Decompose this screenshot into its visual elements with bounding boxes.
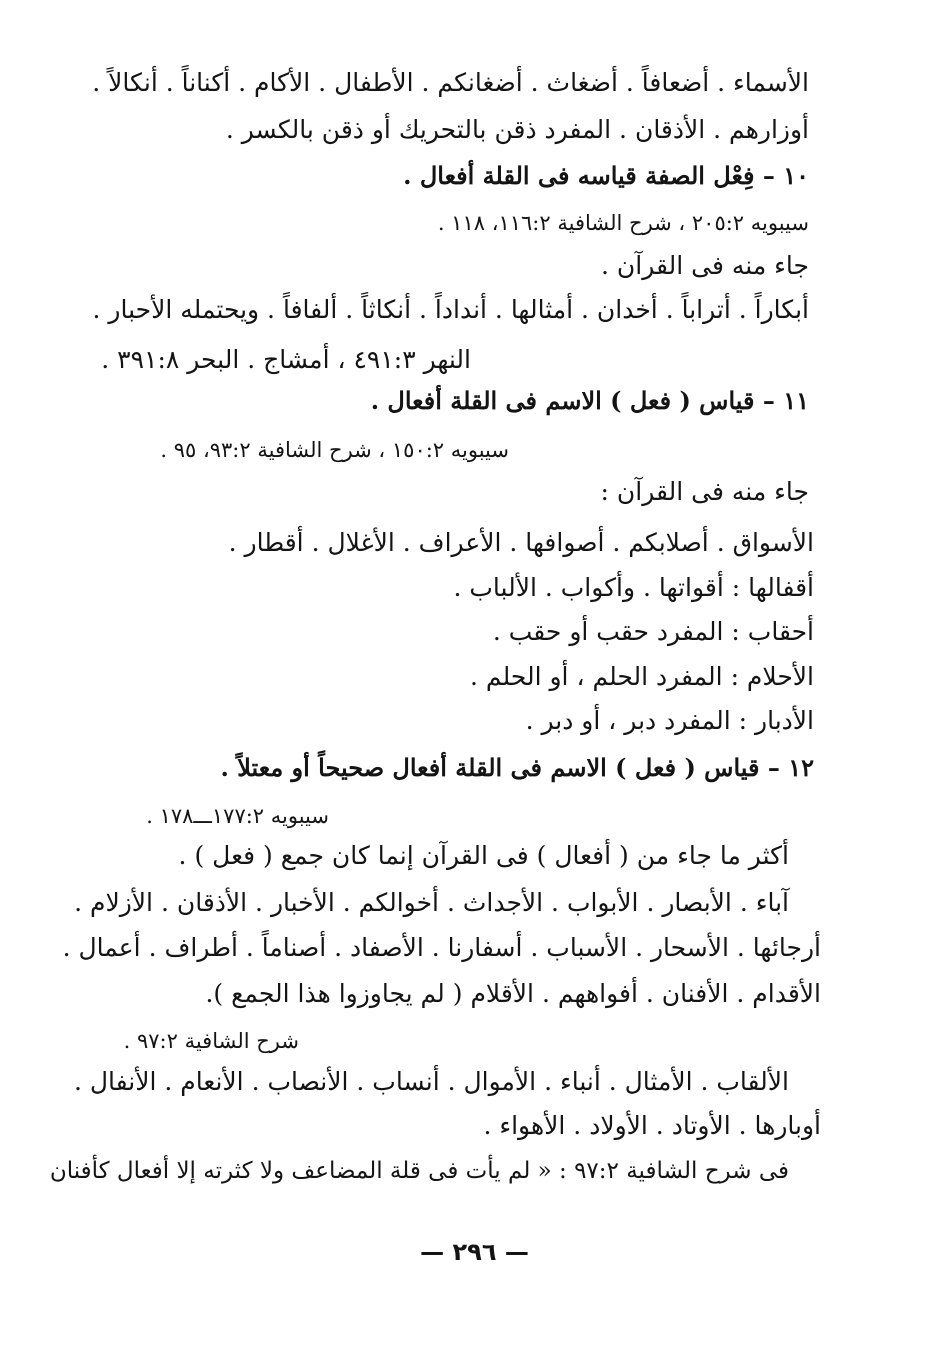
- text-line-14: الأحلام : المفرد الحلم ، أو الحلم .: [470, 662, 814, 691]
- text-line-7: النهر ٤٩١:٣ ، أمشاج . البحر ٣٩١:٨ .: [101, 345, 471, 374]
- text-line-18: أكثر ما جاء من ( أفعال ) فى القرآن إنما كان جمع ( فعل ) .: [178, 841, 789, 870]
- reference-line-4: شرح الشافية ٩٧:٢ .: [123, 1029, 299, 1053]
- page-number: — ٢٩٦ —: [420, 1238, 529, 1266]
- text-line-13: أحقاب : المفرد حقب أو حقب .: [492, 617, 814, 646]
- section-12-heading: ١٢ – قياس ( فعل ) الاسم فى القلة أفعال صحيحاً أو معتلاً .: [220, 753, 814, 782]
- text-line-25: فى شرح الشافية ٩٧:٢ : « لم يأت فى قلة المضاعف ولا كثرته إلا أفعال كأفنان: [49, 1158, 789, 1184]
- text-line-2: أوزارهم . الأذقان . المفرد ذقن بالتحريك أو ذقن بالكسر .: [225, 115, 809, 144]
- reference-line-3: سيبويه ١٧٧:٢ـــ١٧٨ .: [146, 804, 329, 828]
- reference-line-1: سيبويه ٢٠٥:٢ ، شرح الشافية ١١٦:٢، ١١٨ .: [437, 211, 809, 235]
- text-line-21: الأقدام . الأفنان . أفواههم . الأقلام ( لم يجاوزوا هذا الجمع ).: [205, 979, 821, 1008]
- text-line-10: جاء منه فى القرآن :: [600, 477, 809, 506]
- section-10-heading: ١٠ – فِعْل الصفة قياسه فى القلة أفعال .: [403, 161, 809, 190]
- section-11-heading: ١١ – قياس ( فعل ) الاسم فى القلة أفعال .: [370, 386, 809, 415]
- text-line-20: أرجائها . الأسحار . الأسباب . أسفارنا . الأصفاد . أصناماً . أطراف . أعمال .: [62, 933, 821, 962]
- text-line-12: أقفالها : أقواتها . وأكواب . الألباب .: [453, 573, 814, 602]
- text-line-15: الأدبار : المفرد دبر ، أو دبر .: [525, 706, 814, 735]
- text-line-11: الأسواق . أصلابكم . أصوافها . الأعراف . الأغلال . أقطار .: [228, 528, 814, 557]
- text-line-19: آباء . الأبصار . الأبواب . الأجداث . أخوالكم . الأخبار . الأذقان . الأزلام .: [74, 888, 789, 917]
- text-line-23: الألقاب . الأمثال . أنباء . الأموال . أنساب . الأنصاب . الأنعام . الأنفال .: [73, 1067, 789, 1096]
- text-line-6: أبكاراً . أتراباً . أخدان . أمثالها . أنداداً . أنكاثاً . ألفافاً . ويحتمله الأحبار .: [92, 295, 809, 324]
- text-line-1: الأسماء . أضعافاً . أضغاث . أضغانكم . الأطفال . الأكام . أكناناً . أنكالاً .: [92, 68, 809, 97]
- text-line-5: جاء منه فى القرآن .: [601, 251, 809, 280]
- text-line-24: أوبارها . الأوتاد . الأولاد . الأهواء .: [483, 1111, 821, 1140]
- reference-line-2: سيبويه ١٥٠:٢ ، شرح الشافية ٩٣:٢، ٩٥ .: [160, 438, 509, 462]
